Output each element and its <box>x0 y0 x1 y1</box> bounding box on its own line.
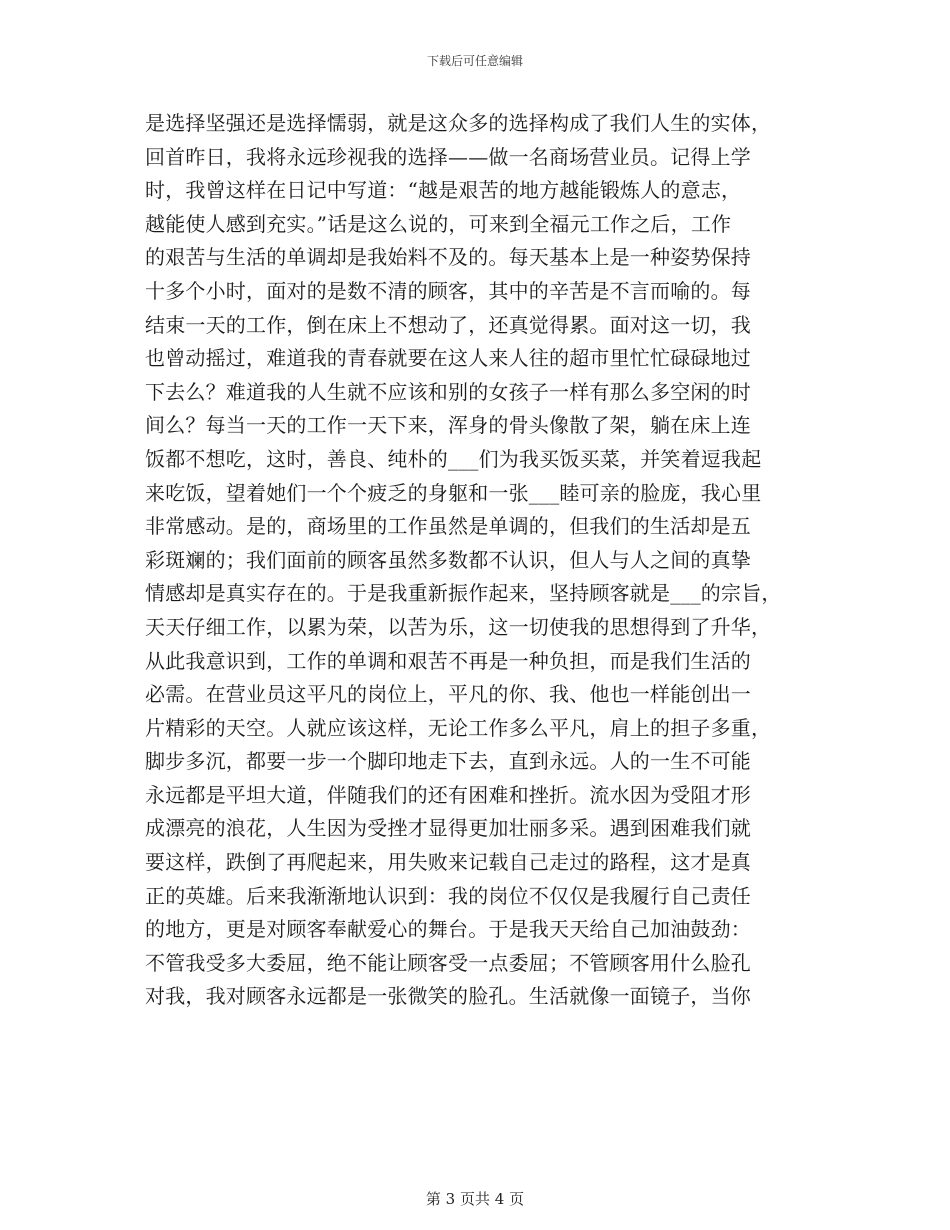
body-line: 下去么？难道我的人生就不应该和别的女孩子一样有那么多空闲的时 <box>145 379 751 404</box>
body-line: 的地方，更是对顾客奉献爱心的舞台。于是我天天给自己加油鼓劲： <box>145 917 751 942</box>
body-line: 必需。在营业员这平凡的岗位上，平凡的你、我、他也一样能创出一 <box>145 682 751 707</box>
body-line: 正的英雄。后来我渐渐地认识到：我的岗位不仅仅是我履行自己责任 <box>145 883 751 908</box>
body-line: 是选择坚强还是选择懦弱，就是这众多的选择构成了我们人生的实体， <box>145 111 772 135</box>
body-line: 来吃饭，望着她们一个个疲乏的身躯和一张___睦可亲的脸庞，我心里 <box>145 480 762 505</box>
body-line: 的艰苦与生活的单调却是我始料不及的。每天基本上是一种姿势保持 <box>145 245 751 270</box>
body-line: 片精彩的天空。人就应该这样，无论工作多么平凡，肩上的担子多重， <box>145 715 772 740</box>
body-line: 回首昨日，我将永远珍视我的选择——做一名商场营业员。记得上学 <box>145 144 751 169</box>
body-line: 从此我意识到，工作的单调和艰苦不再是一种负担，而是我们生活的 <box>145 648 751 673</box>
body-line: 越能使人感到充实。”话是这么说的，可来到全福元工作之后，工作 <box>145 211 732 236</box>
body-line: 十多个小时，面对的是数不清的顾客，其中的辛苦是不言而喻的。每 <box>145 278 751 303</box>
body-line: 成漂亮的浪花，人生因为受挫才显得更加壮丽多采。遇到困难我们就 <box>145 816 751 841</box>
body-line: 脚步多沉，都要一步一个脚印地走下去，直到永远。人的一生不可能 <box>145 749 751 774</box>
body-line: 也曾动摇过，难道我的青春就要在这人来人往的超市里忙忙碌碌地过 <box>145 346 751 371</box>
body-line: 情感却是真实存在的。于是我重新振作起来，坚持顾客就是___的宗旨， <box>145 581 782 606</box>
document-body <box>145 107 825 1014</box>
body-line: 不管我受多大委屈，绝不能让顾客受一点委屈；不管顾客用什么脸孔 <box>145 950 751 975</box>
body-line: 永远都是平坦大道，伴随我们的还有困难和挫折。流水因为受阻才形 <box>145 782 751 807</box>
page-header: 下载后可任意编辑 <box>426 54 523 68</box>
body-line: 间么？每当一天的工作一天下来，浑身的骨头像散了架，躺在床上连 <box>145 413 751 438</box>
body-line: 非常感动。是的，商场里的工作虽然是单调的，但我们的生活却是五 <box>145 514 751 539</box>
body-line: 饭都不想吃，这时，善良、纯朴的___们为我买饭买菜，并笑着逗我起 <box>145 446 762 471</box>
body-line: 对我，我对顾客永远都是一张微笑的脸孔。生活就像一面镜子，当你 <box>145 984 751 1009</box>
body-line: 要这样，跌倒了再爬起来，用失败来记载自己走过的路程，这才是真 <box>145 850 751 875</box>
page-number: 第 3 页共 4 页 <box>425 1190 525 1208</box>
body-line: 彩斑斓的；我们面前的顾客虽然多数都不认识，但人与人之间的真挚 <box>145 547 751 572</box>
body-line: 时，我曾这样在日记中写道：“越是艰苦的地方越能锻炼人的意志， <box>145 178 742 203</box>
body-line: 结束一天的工作，倒在床上不想动了，还真觉得累。面对这一切，我 <box>145 312 751 337</box>
body-line: 天天仔细工作，以累为荣，以苦为乐，这一切使我的思想得到了升华， <box>145 614 772 639</box>
